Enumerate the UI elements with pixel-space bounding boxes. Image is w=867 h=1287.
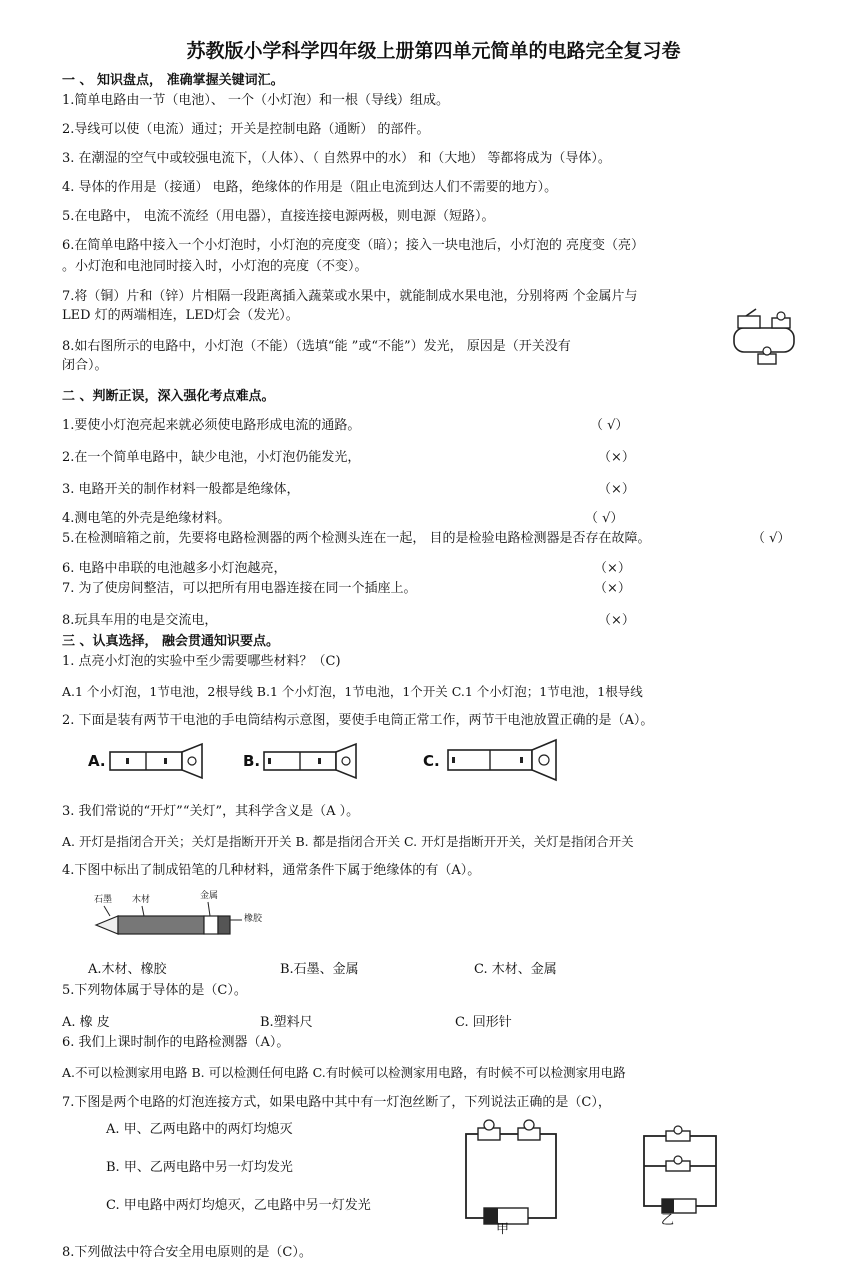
s3-q8: 8.下列做法中符合安全用电原则的是（C）。 — [62, 1245, 312, 1260]
section-2-heading: 二 、判断正误，深入强化考点难点。 — [62, 389, 275, 404]
page-title: 苏教版小学科学四年级上册第四单元简单的电路完全复习卷 — [186, 40, 681, 62]
flashlight-a-figure — [108, 742, 208, 780]
s2-item-7: 7. 为了使房间整洁，可以把所有用电器连接在同一个插座上。 — [62, 581, 417, 596]
s2-item-2: 2.在一个简单电路中，缺少电池，小灯泡仍能发光， — [62, 450, 361, 465]
pencil-label-wood: 木材 — [132, 895, 151, 905]
s2-item-3-mark: （×） — [598, 482, 635, 497]
pencil-label-metal: 金属 — [200, 891, 219, 901]
s1-q5: 5.在电路中， 电流不流经（用电器），直接连接电源两极，则电源（短路）。 — [62, 209, 495, 224]
circuit-label-yi: 乙 — [661, 1213, 675, 1228]
s3-q4-option-c: C. 木材、金属 — [474, 962, 557, 977]
circuit-label-jia: 甲 — [496, 1222, 510, 1237]
s2-item-6: 6. 电路中串联的电池越多小灯泡越亮， — [62, 561, 287, 576]
s2-item-5: 5.在检测暗箱之前，先要将电路检测器的两个检测头连在一起， 目的是检验电路检测器是否存在故障。 — [62, 531, 651, 546]
s3-q4: 4.下图中标出了制成铅笔的几种材料，通常条件下属于绝缘体的有（A）。 — [62, 863, 481, 878]
pencil-label-graphite: 石墨 — [94, 895, 113, 905]
flashlight-label-c: C. — [423, 752, 440, 770]
s2-item-8: 8.玩具车用的电是交流电， — [62, 613, 218, 628]
s1-q7-line1: 7.将（铜）片和（锌）片相隔一段距离插入蔬菜或水果中，就能制成水果电池，分别将两 个金属片与 — [62, 289, 638, 304]
s3-q1: 1. 点亮小灯泡的实验中至少需要哪些材料？（C) — [62, 654, 341, 669]
s1-q2: 2.导线可以使（电流）通过；开关是控制电路（通断） 的部件。 — [62, 122, 430, 137]
s2-item-8-mark: （×） — [598, 613, 635, 628]
s3-q5-option-c: C. 回形针 — [455, 1015, 512, 1030]
s1-q8-line2: 闭合）。 — [62, 358, 108, 373]
s1-q8-line1: 8.如右图所示的电路中，小灯泡（不能）（选填“能 ”或“不能”）发光， 原因是（开关没有 — [62, 339, 571, 354]
s2-item-5-mark: （ √） — [752, 531, 791, 546]
s3-q3-options: A. 开灯是指闭合开关；关灯是指断开开关 B. 都是指闭合开关 C. 开灯是指断开开关，关灯是指闭合开关 — [62, 834, 634, 849]
s1-q1: 1.简单电路由一节（电池）、 一个（小灯泡）和一根（导线）组成。 — [62, 93, 450, 108]
s2-item-1: 1.要使小灯泡亮起来就必须使电路形成电流的通路。 — [62, 418, 361, 433]
parallel-circuit-figure — [640, 1128, 720, 1208]
series-circuit-figure — [462, 1118, 562, 1222]
s2-item-3: 3. 电路开关的制作材料一般都是绝缘体， — [62, 482, 300, 497]
s3-q4-option-a: A.木材、橡胶 — [88, 962, 167, 977]
s2-item-4-mark: （ √） — [585, 511, 624, 526]
s3-q5-option-b: B.塑料尺 — [260, 1015, 313, 1030]
s1-q6-line2: 。小灯泡和电池同时接入时，小灯泡的亮度（不变）。 — [62, 259, 368, 274]
s3-q7-option-c: C. 甲电路中两灯均熄灭，乙电路中另一灯发光 — [106, 1198, 371, 1213]
s1-q4: 4. 导体的作用是（接通） 电路，绝缘体的作用是（阻止电流到达人们不需要的地方）。 — [62, 180, 558, 195]
s1-q3: 3. 在潮湿的空气中或较强电流下，（人体）、（ 自然界中的水） 和（大地） 等都将成为（导体）。 — [62, 151, 611, 166]
s1-q6-line1: 6.在简单电路中接入一个小灯泡时，小灯泡的亮度变（暗）；接入一块电池后，小灯泡的 亮度变（亮） — [62, 238, 645, 253]
flashlight-c-figure — [446, 738, 562, 782]
s3-q2: 2. 下面是装有两节干电池的手电筒结构示意图，要使手电筒正常工作，两节干电池放置正确的是（A）。 — [62, 713, 654, 728]
s3-q3: 3. 我们常说的“开灯”“关灯”，其科学含义是（A ）。 — [62, 804, 360, 819]
s3-q4-option-b: B.石墨、金属 — [280, 962, 359, 977]
flashlight-label-a: A. — [88, 752, 106, 770]
s3-q7-option-b: B. 甲、乙两电路中另一灯均发光 — [106, 1160, 293, 1175]
s1-q7-line2: LED 灯的两端相连，LED灯会（发光）。 — [62, 308, 299, 323]
s3-q5: 5.下列物体属于导体的是（C）。 — [62, 983, 247, 998]
s2-item-6-mark: （×） — [594, 561, 631, 576]
flashlight-b-figure — [262, 742, 362, 780]
open-switch-circuit-figure — [728, 306, 800, 368]
s2-item-7-mark: （×） — [594, 581, 631, 596]
pencil-label-rubber: 橡胶 — [244, 914, 263, 924]
s3-q6: 6. 我们上课时制作的电路检测器（A）。 — [62, 1035, 290, 1050]
s2-item-4: 4.测电笔的外壳是绝缘材料。 — [62, 511, 231, 526]
section-1-heading: 一 、 知识盘点， 准确掌握关键词汇。 — [62, 73, 284, 88]
s3-q7-option-a: A. 甲、乙两电路中的两灯均熄灭 — [106, 1122, 293, 1137]
s3-q5-option-a: A. 橡 皮 — [62, 1015, 110, 1030]
s3-q6-options: A.不可以检测家用电路 B. 可以检测任何电路 C.有时候可以检测家用电路，有时候不可以检测家用电路 — [62, 1065, 626, 1080]
pencil-figure — [90, 904, 250, 940]
flashlight-label-b: B. — [243, 752, 261, 770]
s3-q1-options: A.1 个小灯泡，1节电池，2根导线 B.1 个小灯泡，1节电池，1个开关 C.1 个小灯泡；1节电池，1根导线 — [62, 684, 643, 699]
s2-item-2-mark: （×） — [598, 450, 635, 465]
s3-q7: 7.下图是两个电路的灯泡连接方式，如果电路中其中有一灯泡丝断了，下列说法正确的是（C）， — [62, 1095, 611, 1110]
s2-item-1-mark: （ √） — [590, 418, 629, 433]
section-3-heading: 三 、认真选择， 融会贯通知识要点。 — [62, 634, 280, 649]
